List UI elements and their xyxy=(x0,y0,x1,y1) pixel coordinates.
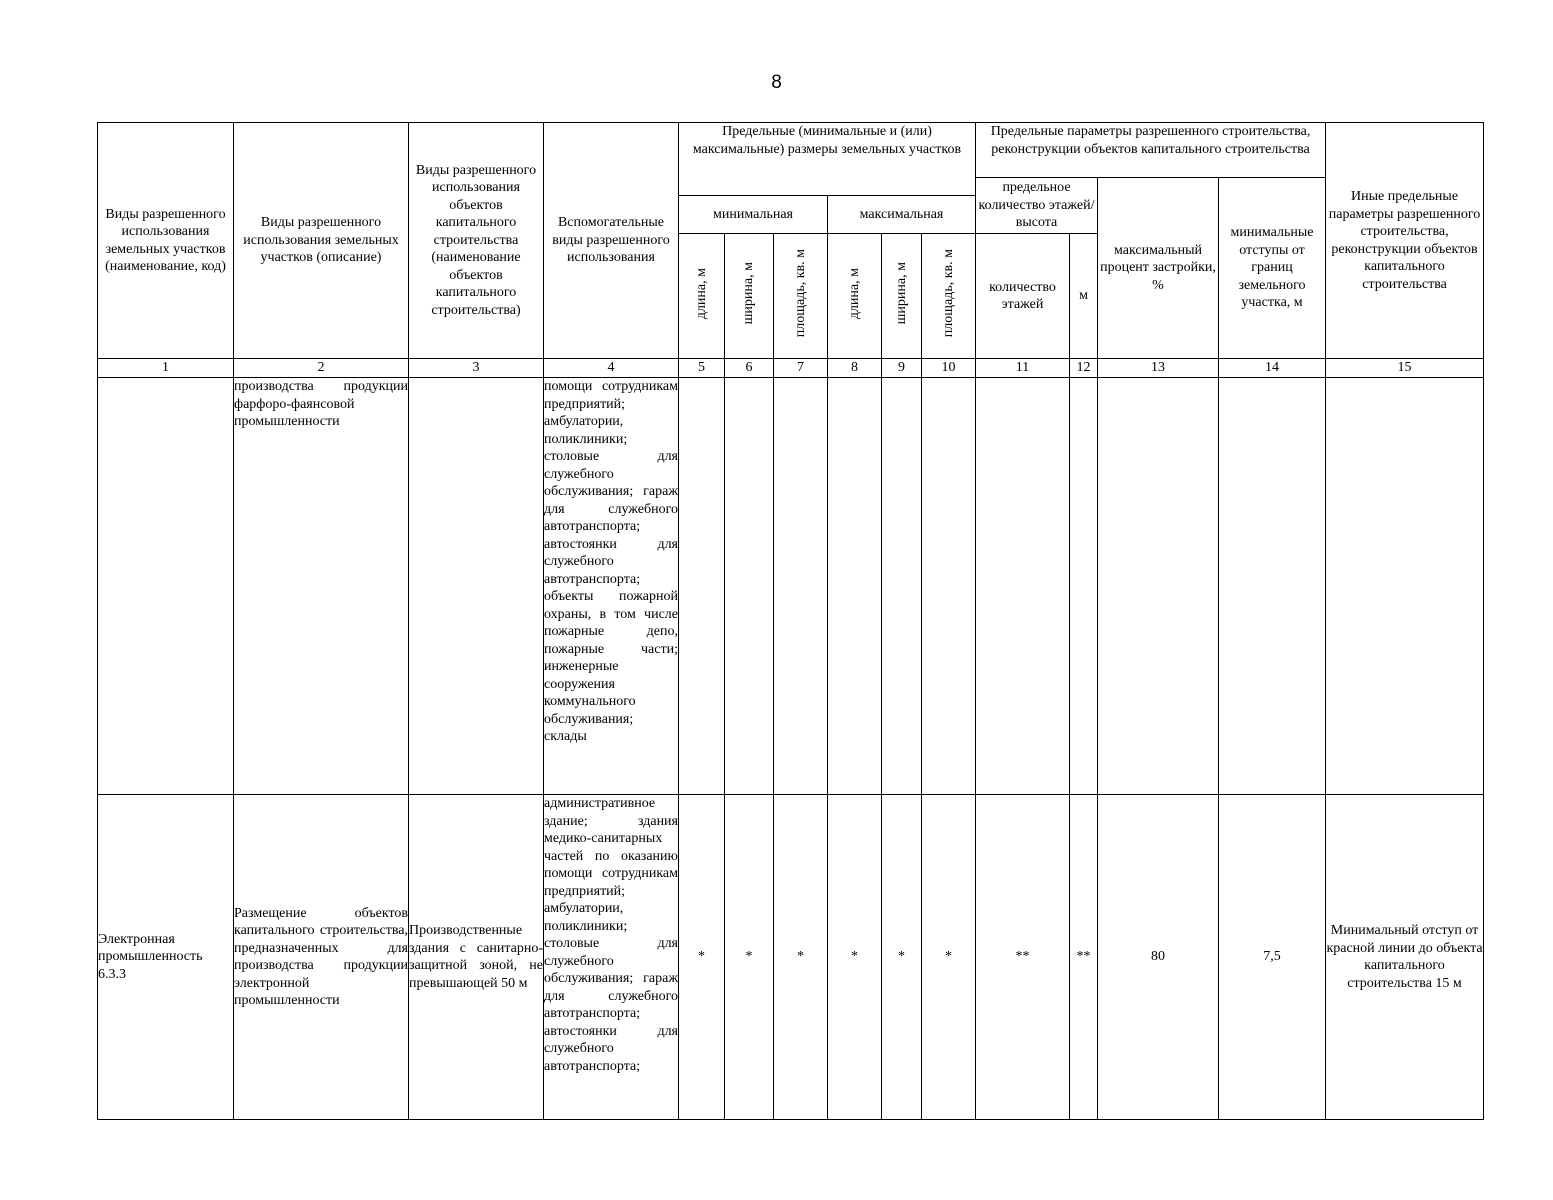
row-other-params: Минимальный отступ от красной линии до объекта капитального строительства 15 м xyxy=(1326,795,1484,1120)
header-plot-size-limits: Предельные (минимальные и (или) максимальные) размеры земельных участков xyxy=(679,123,976,196)
row-height-m: ** xyxy=(1070,795,1098,1120)
row-land-use-description: Размещение объектов капитального строительства, предназначенных для производства продукции электронной промышленности xyxy=(234,795,409,1120)
row-min-length: * xyxy=(679,795,725,1120)
column-number: 14 xyxy=(1219,359,1326,378)
row-min-setback: 7,5 xyxy=(1219,795,1326,1120)
header-min-area: площадь, кв. м xyxy=(792,249,808,338)
header-min-setbacks: минимальные отступы от границ земельного участка, м xyxy=(1219,178,1326,359)
header-max-coverage: максимальный процент застройки, % xyxy=(1098,178,1219,359)
header-capital-objects: Виды разрешенного использования объектов капитального строительства (наименование объектов капитального строительства) xyxy=(409,123,544,359)
column-numbers-row xyxy=(98,359,1484,378)
table-row xyxy=(98,378,1484,795)
row-min-area: * xyxy=(774,795,828,1120)
table-row xyxy=(98,795,1484,1120)
header-other-params: Иные предельные параметры разрешенного строительства, реконструкции объектов капитального строительства xyxy=(1326,123,1484,359)
column-number: 3 xyxy=(409,359,544,378)
row-min-area xyxy=(774,378,828,795)
row-min-width: * xyxy=(725,795,774,1120)
header-max-width: ширина, м xyxy=(893,262,909,325)
column-number: 15 xyxy=(1326,359,1484,378)
page-number: 8 xyxy=(771,72,782,93)
land-use-regulations-table xyxy=(97,122,1484,1120)
column-number: 4 xyxy=(544,359,679,378)
column-number: 11 xyxy=(976,359,1070,378)
row-max-width: * xyxy=(882,795,922,1120)
row-floors xyxy=(976,378,1070,795)
row-height-m xyxy=(1070,378,1098,795)
row-max-coverage: 80 xyxy=(1098,795,1219,1120)
column-number: 12 xyxy=(1070,359,1098,378)
column-number: 6 xyxy=(725,359,774,378)
row-min-setback xyxy=(1219,378,1326,795)
row-floors: ** xyxy=(976,795,1070,1120)
column-number: 1 xyxy=(98,359,234,378)
row-max-length: * xyxy=(828,795,882,1120)
header-auxiliary-uses: Вспомогательные виды разрешенного использования xyxy=(544,123,679,359)
header-floors-count: количество этажей xyxy=(976,234,1070,359)
header-land-use-description: Виды разрешенного использования земельных участков (описание) xyxy=(234,123,409,359)
header-height-meters: м xyxy=(1070,234,1098,359)
column-number: 9 xyxy=(882,359,922,378)
header-construction-params: Предельные параметры разрешенного строительства, реконструкции объектов капитального строительства xyxy=(976,123,1326,178)
header-min-width: ширина, м xyxy=(741,262,757,325)
column-number: 13 xyxy=(1098,359,1219,378)
row-land-use-code: Электронная промышленность 6.3.3 xyxy=(98,795,234,1120)
header-min-length: длина, м xyxy=(693,267,709,319)
row-min-length xyxy=(679,378,725,795)
header-minimum: минимальная xyxy=(679,196,828,234)
row-capital-objects xyxy=(409,378,544,795)
column-number: 2 xyxy=(234,359,409,378)
row-max-area xyxy=(922,378,976,795)
header-max-area: площадь, кв. м xyxy=(940,249,956,338)
column-number: 10 xyxy=(922,359,976,378)
header-row-1 xyxy=(98,123,1484,178)
row-max-width xyxy=(882,378,922,795)
header-floors-height: предельное количество этажей/высота xyxy=(976,178,1098,234)
header-max-length: длина, м xyxy=(846,267,862,319)
row-capital-objects: Производственные здания с санитарно-защитной зоной, не превышающей 50 м xyxy=(409,795,544,1120)
row-land-use-code xyxy=(98,378,234,795)
row-max-length xyxy=(828,378,882,795)
row-land-use-description: производства продукции фарфоро-фаянсовой промышленности xyxy=(234,378,409,795)
column-number: 5 xyxy=(679,359,725,378)
header-maximum: максимальная xyxy=(828,196,976,234)
row-auxiliary-uses: помощи сотрудникам предприятий; амбулатории, поликлиники; столовые для служебного обслуживания; гараж для служебного автотранспорта; автостоянки для служебного автотранспорта; объекты пожарной охраны, в том числе пожарные депо, пожарные части; инженерные сооружения коммунального обслуживания; склады xyxy=(544,378,679,795)
row-other-params xyxy=(1326,378,1484,795)
header-land-use-code: Виды разрешенного использования земельных участков (наименование, код) xyxy=(98,123,234,359)
row-max-area: * xyxy=(922,795,976,1120)
row-min-width xyxy=(725,378,774,795)
column-number: 8 xyxy=(828,359,882,378)
row-auxiliary-uses: административное здание; здания медико-санитарных частей по оказанию помощи сотрудникам предприятий; амбулатории, поликлиники; столовые для служебного обслуживания; гараж для служебного автотранспорта; автостоянки для служебного автотранспорта; xyxy=(544,795,679,1120)
column-number: 7 xyxy=(774,359,828,378)
row-max-coverage xyxy=(1098,378,1219,795)
